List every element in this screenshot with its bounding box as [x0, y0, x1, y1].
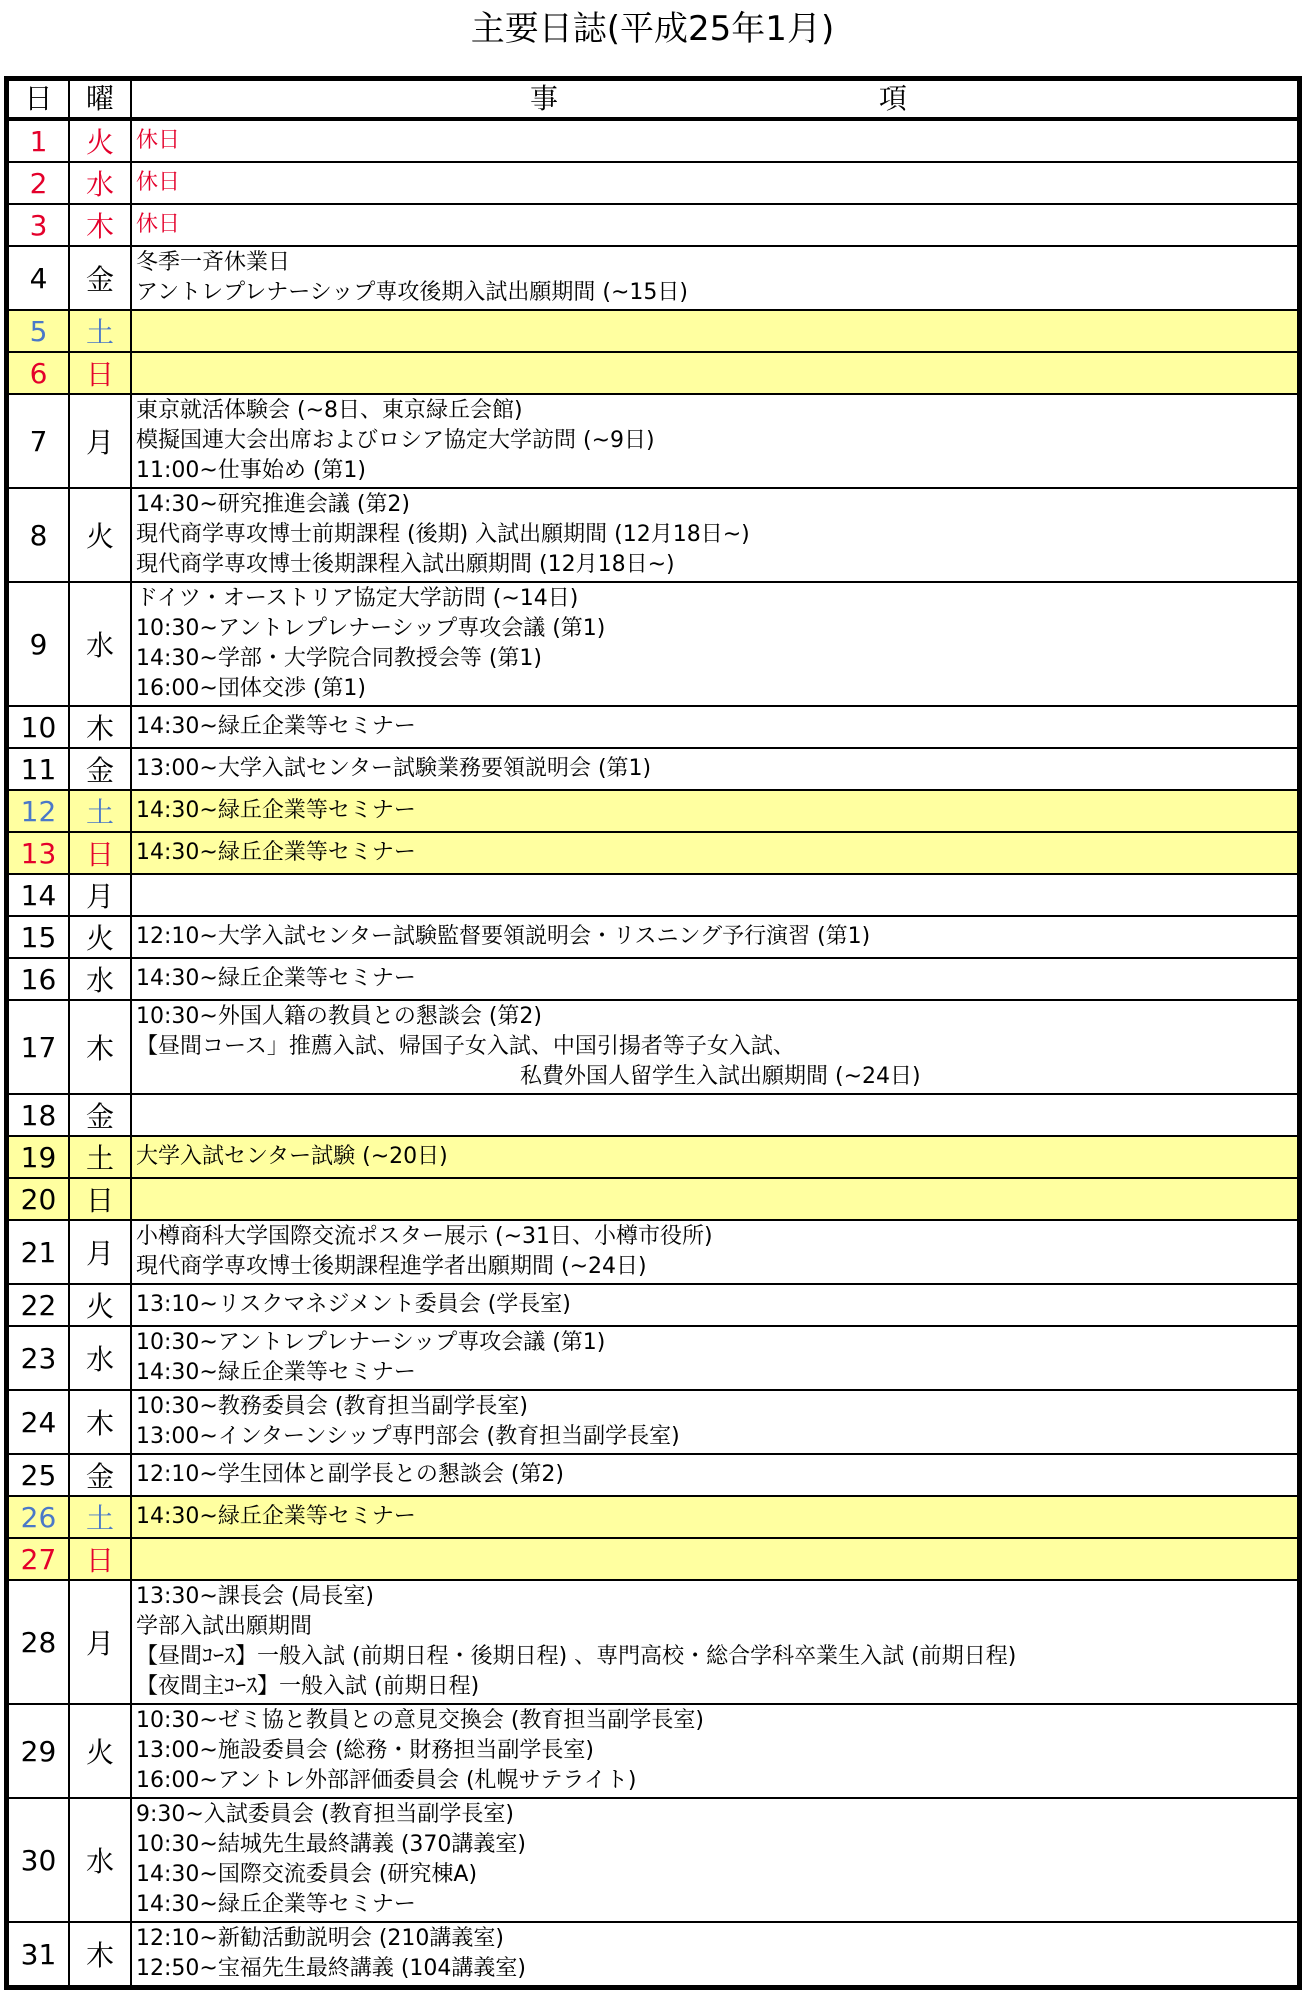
- items-cell: [131, 1922, 1298, 1986]
- table-row: [8, 832, 1298, 874]
- items-cell: [131, 1454, 1298, 1496]
- weekday-cell: 水: [69, 958, 131, 1000]
- weekday-cell: 火: [69, 916, 131, 958]
- item-line: 14:30~緑丘企業等セミナー: [136, 840, 416, 865]
- weekday-cell: 金: [69, 1454, 131, 1496]
- table-row: [8, 748, 1298, 790]
- items-cell: [131, 706, 1298, 748]
- weekday-cell: 土: [69, 1136, 131, 1178]
- day-cell: 9: [8, 582, 69, 706]
- day-cell: 31: [8, 1922, 69, 1986]
- items-cell: [131, 352, 1298, 394]
- day-cell: 17: [8, 1000, 69, 1094]
- item-line: 模擬国連大会出席およびロシア協定大学訪問 (~9日): [136, 428, 655, 453]
- items-cell: [131, 1580, 1298, 1704]
- item-line: 14:30~緑丘企業等セミナー: [136, 798, 416, 823]
- weekday-cell: 金: [69, 748, 131, 790]
- weekday-cell: 日: [69, 352, 131, 394]
- weekday-cell: 土: [69, 790, 131, 832]
- items-cell: [131, 488, 1298, 582]
- header-day: 日: [8, 80, 69, 119]
- items-cell: [131, 916, 1298, 958]
- day-cell: 22: [8, 1284, 69, 1326]
- day-cell: 6: [8, 352, 69, 394]
- day-cell: 18: [8, 1094, 69, 1136]
- day-cell: 20: [8, 1178, 69, 1220]
- weekday-cell: 火: [69, 119, 131, 162]
- table-row: [8, 1220, 1298, 1284]
- item-line: 10:30~外国人籍の教員との懇談会 (第2): [136, 1004, 542, 1029]
- items-cell: [131, 832, 1298, 874]
- table-row: [8, 1454, 1298, 1496]
- table-row: [8, 1538, 1298, 1580]
- items-cell: [131, 1284, 1298, 1326]
- item-line: 小樽商科大学国際交流ポスター展示 (~31日、小樽市役所): [136, 1224, 713, 1249]
- item-line: 14:30~研究推進会議 (第2): [136, 492, 410, 517]
- weekday-cell: 木: [69, 204, 131, 246]
- items-cell: [131, 1000, 1298, 1094]
- weekday-cell: 月: [69, 874, 131, 916]
- header-items-right: 項: [878, 82, 907, 115]
- day-cell: 14: [8, 874, 69, 916]
- day-cell: 16: [8, 958, 69, 1000]
- table-row: [8, 1326, 1298, 1390]
- weekday-cell: 木: [69, 706, 131, 748]
- day-cell: 29: [8, 1704, 69, 1798]
- item-line: 10:30~結城先生最終講義 (370講義室): [136, 1832, 526, 1857]
- weekday-cell: 日: [69, 1538, 131, 1580]
- item-line: 14:30~緑丘企業等セミナー: [136, 1360, 416, 1385]
- weekday-cell: 金: [69, 1094, 131, 1136]
- day-cell: 8: [8, 488, 69, 582]
- day-cell: 19: [8, 1136, 69, 1178]
- item-line: 14:30~緑丘企業等セミナー: [136, 1504, 416, 1529]
- item-line: 13:30~課長会 (局長室): [136, 1584, 374, 1609]
- items-cell: [131, 1220, 1298, 1284]
- weekday-cell: 水: [69, 162, 131, 204]
- items-cell: [131, 748, 1298, 790]
- items-cell: [131, 1390, 1298, 1454]
- day-cell: 28: [8, 1580, 69, 1704]
- table-row: [8, 1178, 1298, 1220]
- day-cell: 25: [8, 1454, 69, 1496]
- weekday-cell: 水: [69, 1798, 131, 1922]
- day-cell: 26: [8, 1496, 69, 1538]
- table-row: [8, 874, 1298, 916]
- day-cell: 13: [8, 832, 69, 874]
- item-line: 16:00~アントレ外部評価委員会 (札幌サテライト): [136, 1768, 637, 1793]
- weekday-cell: 月: [69, 1220, 131, 1284]
- table-row: [8, 916, 1298, 958]
- weekday-cell: 土: [69, 310, 131, 352]
- item-line: 大学入試センター試験 (~20日): [136, 1144, 448, 1169]
- item-line: 12:10~新勧活動説明会 (210講義室): [136, 1926, 504, 1951]
- item-line: 14:30~緑丘企業等セミナー: [136, 714, 416, 739]
- table-row: [8, 1136, 1298, 1178]
- day-cell: 1: [8, 119, 69, 162]
- table-row: [8, 1798, 1298, 1922]
- weekday-cell: 火: [69, 1704, 131, 1798]
- table-row: [8, 162, 1298, 204]
- day-cell: 12: [8, 790, 69, 832]
- day-cell: 4: [8, 246, 69, 310]
- table-row: [8, 1704, 1298, 1798]
- items-cell: [131, 1094, 1298, 1136]
- item-line: 【昼間コース」推薦入試、帰国子女入試、中国引揚者等子女入試、: [136, 1034, 795, 1059]
- items-cell: [131, 1704, 1298, 1798]
- item-line: 13:00~大学入試センター試験業務要領説明会 (第1): [136, 756, 652, 781]
- weekday-cell: 金: [69, 246, 131, 310]
- header-items-left: 事: [530, 82, 559, 115]
- table-row: [8, 1000, 1298, 1094]
- weekday-cell: 木: [69, 1390, 131, 1454]
- items-cell: [131, 1178, 1298, 1220]
- item-line: 16:00~団体交渉 (第1): [136, 676, 366, 701]
- header-row: [8, 80, 1298, 119]
- item-line: 10:30~教務委員会 (教育担当副学長室): [136, 1394, 528, 1419]
- table-row: [8, 790, 1298, 832]
- table-row: [8, 204, 1298, 246]
- journal-body: [8, 119, 1298, 1986]
- items-cell: [131, 310, 1298, 352]
- items-cell: [131, 582, 1298, 706]
- item-line: 12:10~大学入試センター試験監督要領説明会・リスニング予行演習 (第1): [136, 924, 871, 949]
- weekday-cell: 月: [69, 394, 131, 488]
- day-cell: 15: [8, 916, 69, 958]
- day-cell: 24: [8, 1390, 69, 1454]
- table-row: [8, 352, 1298, 394]
- item-line: 休日: [136, 128, 181, 153]
- day-cell: 3: [8, 204, 69, 246]
- table-row: [8, 706, 1298, 748]
- items-cell: [131, 790, 1298, 832]
- header-weekday: 曜: [69, 80, 131, 119]
- item-line: 10:30~アントレプレナーシップ専攻会議 (第1): [136, 616, 606, 641]
- table-row: [8, 1390, 1298, 1454]
- table-row: [8, 1496, 1298, 1538]
- table-row: [8, 1922, 1298, 1986]
- table-row: [8, 1580, 1298, 1704]
- weekday-cell: 日: [69, 1178, 131, 1220]
- day-cell: 30: [8, 1798, 69, 1922]
- weekday-cell: 水: [69, 582, 131, 706]
- item-line: 12:50~宝福先生最終講義 (104講義室): [136, 1956, 526, 1981]
- item-line: 学部入試出願期間: [136, 1614, 313, 1639]
- weekday-cell: 月: [69, 1580, 131, 1704]
- item-line: ドイツ・オーストリア協定大学訪問 (~14日): [136, 586, 579, 611]
- item-line: 14:30~国際交流委員会 (研究棟A): [136, 1862, 478, 1887]
- day-cell: 7: [8, 394, 69, 488]
- day-cell: 2: [8, 162, 69, 204]
- table-row: [8, 1094, 1298, 1136]
- item-line: 14:30~学部・大学院合同教授会等 (第1): [136, 646, 542, 671]
- day-cell: 10: [8, 706, 69, 748]
- table-row: [8, 488, 1298, 582]
- table-row: [8, 1284, 1298, 1326]
- item-line: 13:00~施設委員会 (総務・財務担当副学長室): [136, 1738, 594, 1763]
- weekday-cell: 火: [69, 488, 131, 582]
- journal-table: [7, 79, 1299, 1987]
- item-line: 10:30~ゼミ協と教員との意見交換会 (教育担当副学長室): [136, 1708, 704, 1733]
- item-line: 12:10~学生団体と副学長との懇談会 (第2): [136, 1462, 564, 1487]
- table-row: [8, 310, 1298, 352]
- weekday-cell: 土: [69, 1496, 131, 1538]
- items-cell: [131, 204, 1298, 246]
- day-cell: 27: [8, 1538, 69, 1580]
- weekday-cell: 火: [69, 1284, 131, 1326]
- day-cell: 11: [8, 748, 69, 790]
- table-row: [8, 119, 1298, 162]
- item-line: 現代商学専攻博士後期課程進学者出願期間 (~24日): [136, 1254, 647, 1279]
- weekday-cell: 水: [69, 1326, 131, 1390]
- item-line: 私費外国人留学生入試出願期間 (~24日): [520, 1064, 921, 1089]
- items-cell: [131, 874, 1298, 916]
- items-cell: [131, 119, 1298, 162]
- item-line: 11:00~仕事始め (第1): [136, 458, 366, 483]
- item-line: 休日: [136, 170, 181, 195]
- item-line: 現代商学専攻博士後期課程入試出願期間 (12月18日~): [136, 552, 675, 577]
- items-cell: [131, 1496, 1298, 1538]
- weekday-cell: 木: [69, 1000, 131, 1094]
- day-cell: 23: [8, 1326, 69, 1390]
- items-cell: [131, 1136, 1298, 1178]
- day-cell: 5: [8, 310, 69, 352]
- item-line: アントレプレナーシップ専攻後期入試出願期間 (~15日): [136, 280, 688, 305]
- item-line: 現代商学専攻博士前期課程 (後期) 入試出願期間 (12月18日~): [136, 522, 750, 547]
- item-line: 冬季一斉休業日: [136, 250, 291, 275]
- table-row: [8, 246, 1298, 310]
- item-line: 【昼間ｺｰｽ】一般入試 (前期日程・後期日程) 、専門高校・総合学科卒業生入試 (前期日程): [136, 1644, 1017, 1669]
- items-cell: [131, 394, 1298, 488]
- table-row: [8, 958, 1298, 1000]
- weekday-cell: 日: [69, 832, 131, 874]
- items-cell: [131, 1326, 1298, 1390]
- item-line: 13:10~リスクマネジメント委員会 (学長室): [136, 1292, 571, 1317]
- item-line: 9:30~入試委員会 (教育担当副学長室): [136, 1802, 514, 1827]
- item-line: 【夜間主ｺｰｽ】一般入試 (前期日程): [136, 1674, 480, 1699]
- items-cell: [131, 1538, 1298, 1580]
- table-row: [8, 394, 1298, 488]
- item-line: 東京就活体験会 (~8日、東京緑丘会館): [136, 398, 523, 423]
- item-line: 14:30~緑丘企業等セミナー: [136, 1892, 416, 1917]
- items-cell: [131, 246, 1298, 310]
- item-line: 10:30~アントレプレナーシップ専攻会議 (第1): [136, 1330, 606, 1355]
- day-cell: 21: [8, 1220, 69, 1284]
- item-line: 休日: [136, 212, 181, 237]
- weekday-cell: 木: [69, 1922, 131, 1986]
- item-line: 14:30~緑丘企業等セミナー: [136, 966, 416, 991]
- journal-table-container: [4, 76, 1302, 1990]
- header-items: [131, 80, 1298, 119]
- page-title: 主要日誌(平成25年1月): [470, 9, 835, 49]
- items-cell: [131, 1798, 1298, 1922]
- item-line: 13:00~インターンシップ専門部会 (教育担当副学長室): [136, 1424, 680, 1449]
- items-cell: [131, 958, 1298, 1000]
- items-cell: [131, 162, 1298, 204]
- table-row: [8, 582, 1298, 706]
